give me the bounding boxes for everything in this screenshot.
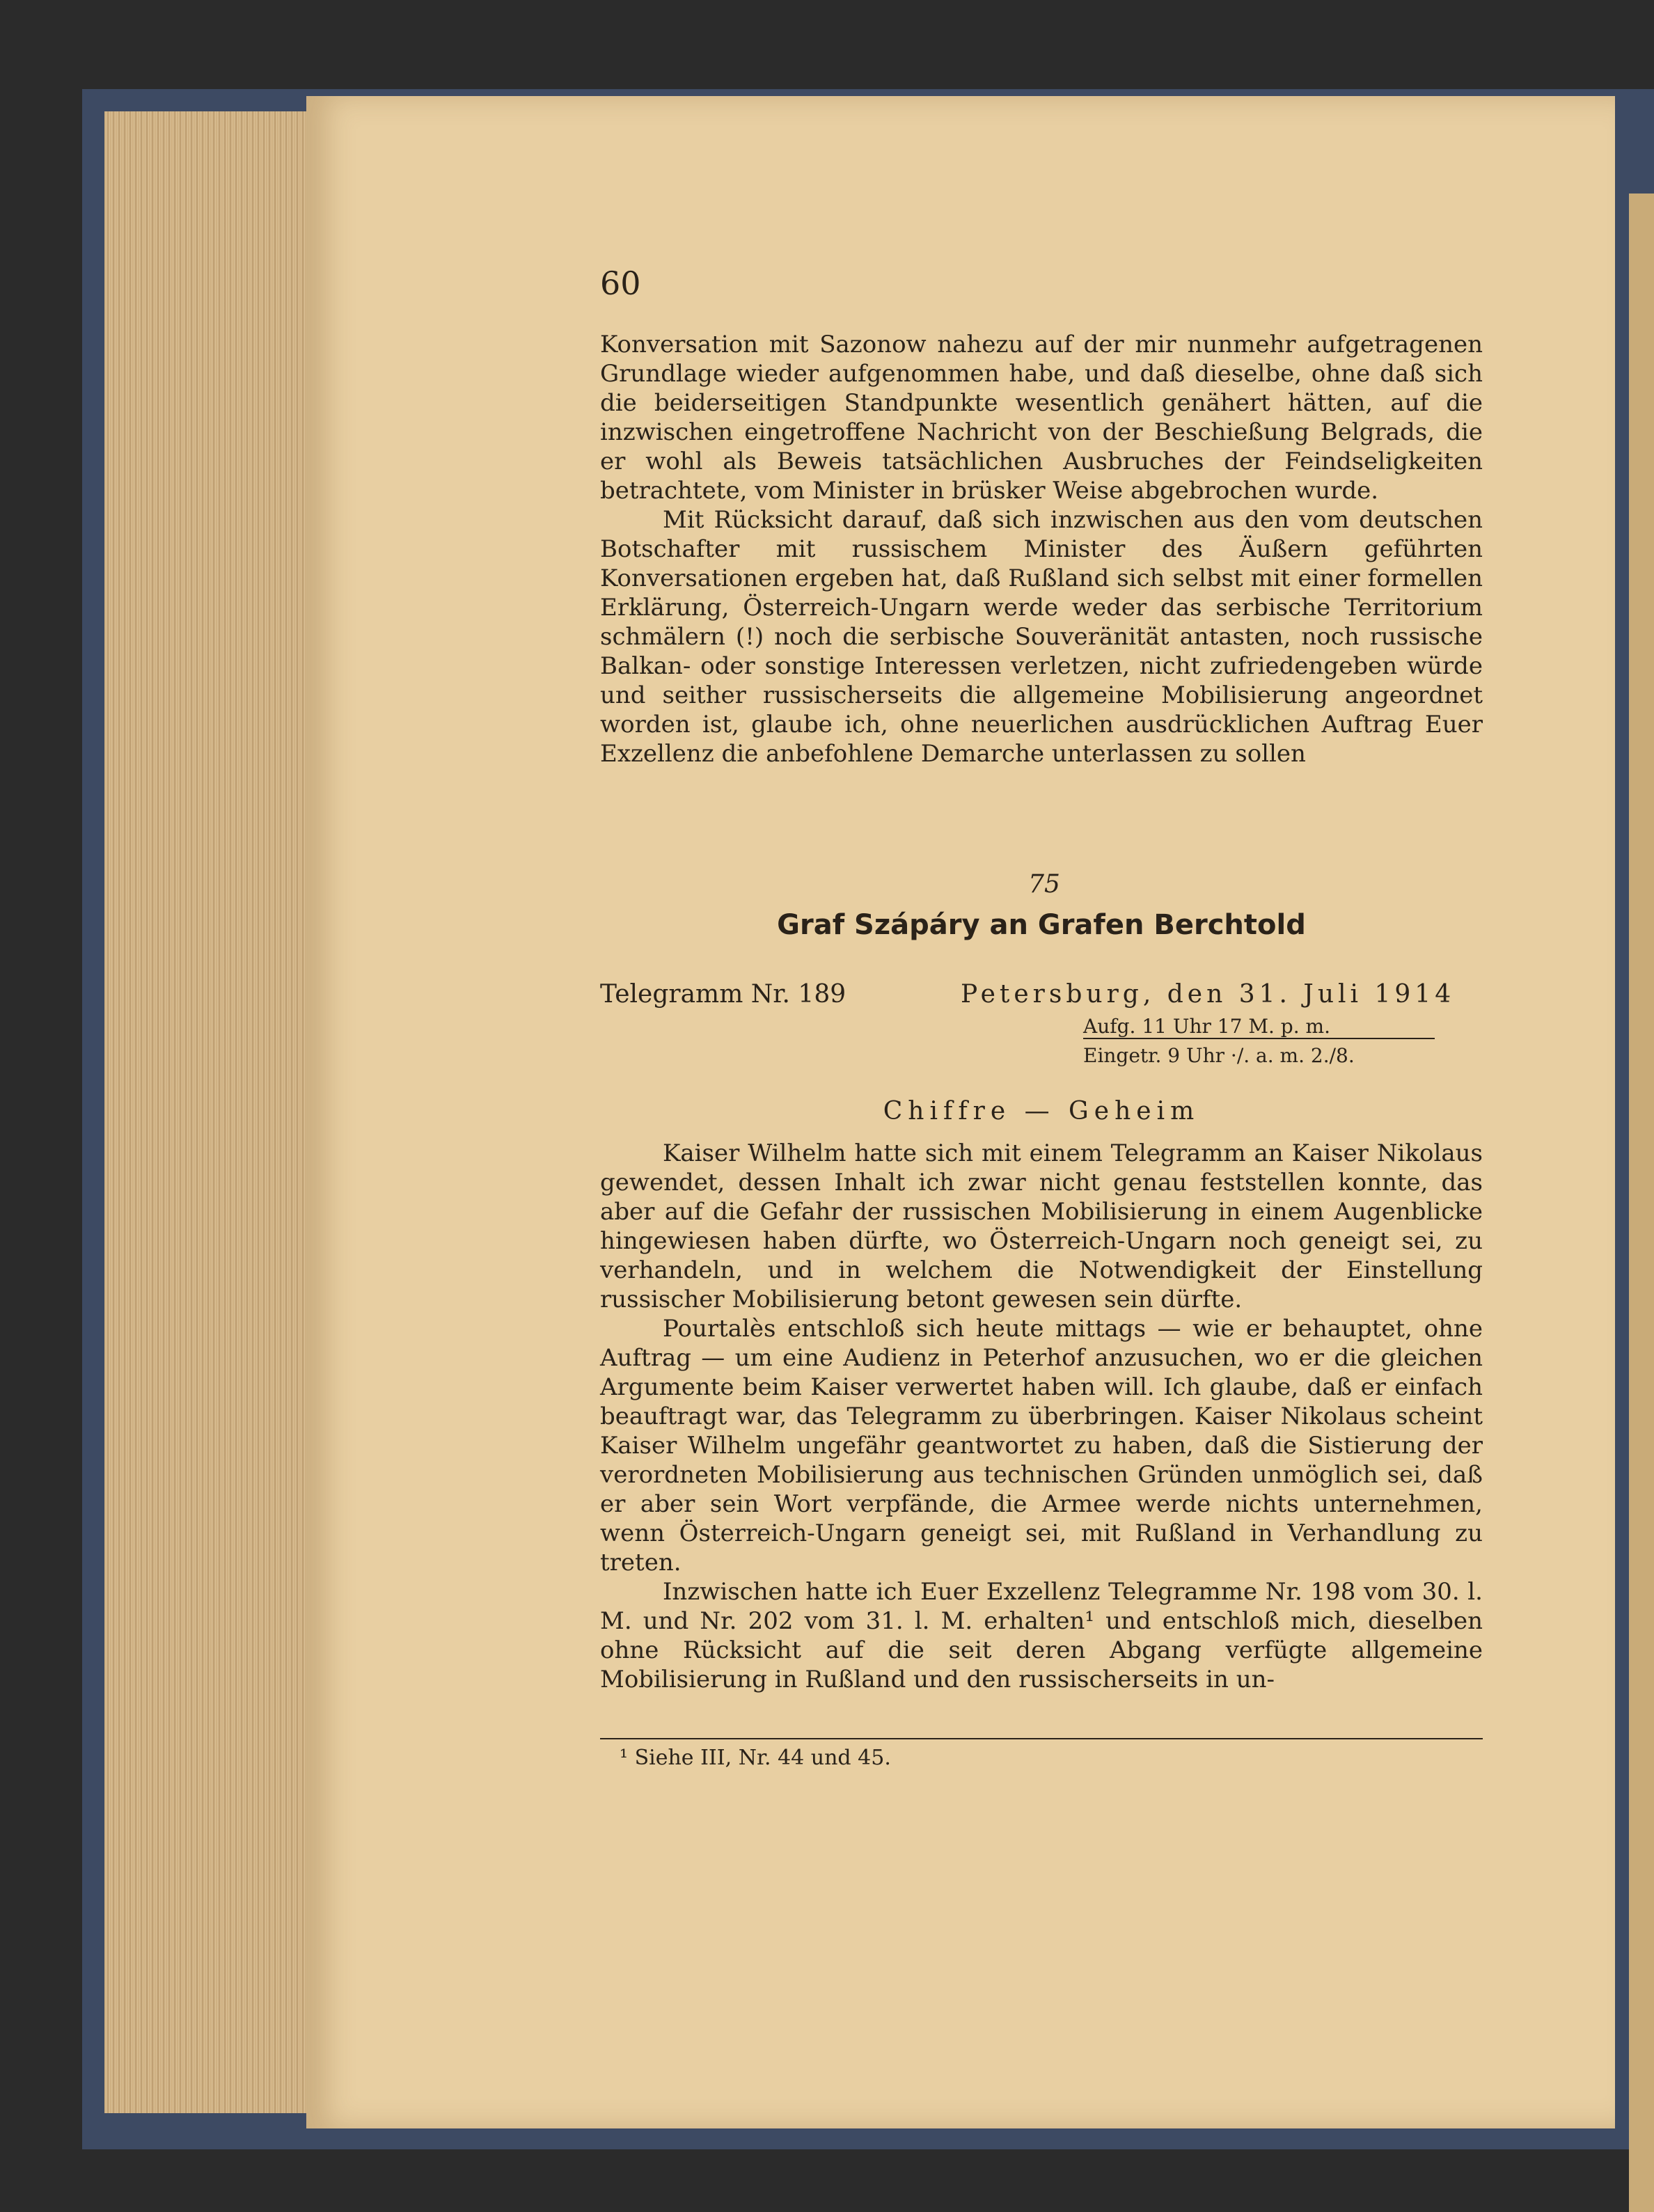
- document-title: Graf Szápáry an Grafen Berchtold: [777, 909, 1306, 941]
- continuation-paragraph-1: Konversation mit Sazonow nahezu auf der mir nunmehr aufgetragenen Grundlage wieder aufgenommen habe, und daß dieselbe, ohne daß sich die beiderseitigen Standpunkte wesentlich genähert hätten, auf die inzwischen eingetroffene Nachricht von der Beschießung Belgrads, die er wohl als Beweis tatsächlichen Ausbruches der Feindseligkeiten betrachtete, vom Minister in brüsker Weise abgebrochen wurde.: [600, 331, 1483, 505]
- document-number: 75: [1028, 870, 1060, 899]
- page-edges: [104, 111, 320, 2113]
- received-time: Eingetr. 9 Uhr ·/. a. m. 2./8.: [1083, 1044, 1355, 1067]
- continuation-paragraph-2: Mit Rücksicht darauf, daß sich inzwischen aus den vom deutschen Botschafter mit russischem Minister des Äußern geführten Konversationen ergeben hat, daß Rußland sich selbst mit einer formellen Erklärung, Österreich-Ungarn werde weder das serbische Territorium schmälern (!) noch die serbische Souveränität antasten, noch russische Balkan- oder sonstige Interessen verletzen, nicht zufriedengeben würde und seither russischerseits die allgemeine Mobilisierung angeordnet worden ist, glaube ich, ohne neuerlichen ausdrücklichen Auftrag Euer Exzellenz die anbefohlene Demarche unterlassen zu sollen: [600, 506, 1483, 768]
- footnote: ¹ Siehe III, Nr. 44 und 45.: [620, 1746, 891, 1770]
- body-paragraph-3: Inzwischen hatte ich Euer Exzellenz Telegramme Nr. 198 vom 30. l. M. und Nr. 202 vom 31. l. M. erhalten¹ und entschloß mich, dieselben ohne Rücksicht auf die seit deren Abgang verfügte allgemeine Mobilisierung in Rußland und den russischerseits in un-: [600, 1578, 1483, 1693]
- continuation-text: [600, 330, 1483, 768]
- body-paragraph-1: Kaiser Wilhelm hatte sich mit einem Telegramm an Kaiser Nikolaus gewendet, dessen Inhalt ich zwar nicht genau feststellen konnte, das aber auf die Gefahr der russischen Mobilisierung in einem Augenblicke hingewiesen haben dürfte, wo Österreich-Ungarn noch geneigt sei, zu verhandeln, und in welchem die Notwendigkeit der Einstellung russischer Mobilisierung betont gewesen sein dürfte.: [600, 1139, 1483, 1313]
- body-paragraph-2: Pourtalès entschloß sich heute mittags — wie er behauptet, ohne Auftrag — um eine Audienz in Peterhof anzusuchen, wo er die gleichen Argumente beim Kaiser verwertet haben will. Ich glaube, daß er einfach beauftragt war, das Telegramm zu überbringen. Kaiser Nikolaus scheint Kaiser Wilhelm ungefähr geantwortet zu haben, daß die Sistierung der verordneten Mobilisierung aus technischen Gründen unmöglich sei, daß er aber sein Wort verpfände, die Armee werde nichts unternehmen, wenn Österreich-Ungarn geneigt sei, mit Rußland in Verhandlung zu treten.: [600, 1315, 1483, 1577]
- document-body: [600, 1139, 1483, 1694]
- classification: Chiffre — Geheim: [883, 1097, 1200, 1125]
- facing-page-edge: [1629, 193, 1654, 2212]
- telegram-number: Telegramm Nr. 189: [600, 980, 846, 1009]
- place-date: Petersburg, den 31. Juli 1914: [961, 980, 1456, 1009]
- dispatch-time: Aufg. 11 Uhr 17 M. p. m.: [1083, 1015, 1435, 1039]
- page-number: 60: [600, 264, 641, 302]
- footnote-divider: [600, 1738, 1483, 1739]
